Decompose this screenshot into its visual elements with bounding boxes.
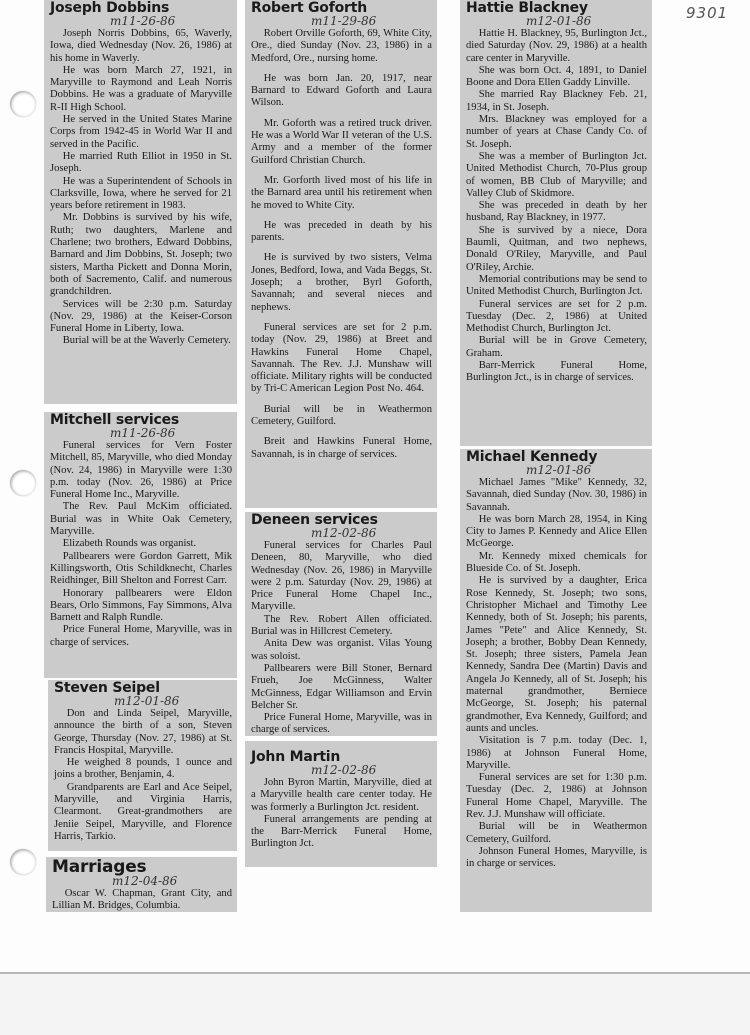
clipping-paragraph: He was preceded in death by his parents. bbox=[251, 219, 432, 244]
handwritten-date-note: m12-01-86 bbox=[526, 14, 592, 28]
clipping-paragraph: Breit and Hawkins Funeral Home, Savannah, is in charge of services. bbox=[251, 436, 432, 460]
clipping-paragraph: Elizabeth Rounds was organist. bbox=[62, 538, 197, 550]
clipping-headline: Mitchell services bbox=[50, 412, 180, 428]
clipping-paragraph: Hattie H. Blackney, 95, Burlington Jct., died Saturday (Nov. 29, 1986) at a health care center in Maryville. bbox=[466, 28, 647, 64]
clipping-headline: Steven Seipel bbox=[54, 680, 160, 696]
clipping-paragraph: Funeral services are set for 1:30 p.m. Tuesday (Dec. 2, 1986) at Johnson Funeral Home Chapel, Maryville. The Rev. J.J. Munshaw will officiate. bbox=[466, 772, 647, 821]
clipping-paragraph: She was born Oct. 4, 1891, to Daniel Boone and Dora Ellen Gaddy Linville. bbox=[466, 64, 647, 89]
handwritten-date-note: m12-01-86 bbox=[114, 694, 180, 708]
clipping-paragraph: He was born March 28, 1954, in King City to James P. Kennedy and Alice Ellen McGeorge. bbox=[466, 513, 647, 550]
clipping-paragraph: Funeral arrangements are pending at the Barr-Merrick Funeral Home, Burlington Jct. bbox=[251, 813, 432, 850]
clipping-paragraph: Funeral services for Vern Foster Mitchell, 85, Maryville, who died Monday (Nov. 24, 1986) in Maryville were 1:30 p.m. today (Nov. 26, 1986) at Price Funeral Home Inc., Maryville. bbox=[50, 440, 232, 501]
clipping-headline: John Martin bbox=[251, 749, 341, 765]
clipping-paragraph: Funeral services are set for 2 p.m. Tuesday (Dec. 2, 1986) at United Methodist Church, Burlington Jct. bbox=[466, 298, 647, 335]
clipping-paragraph: She is survived by a niece, Dora Baumli, Quitman, and two nephews, Donald O'Riley, Maryville, and Paul O'Riley, Archie. bbox=[466, 224, 647, 273]
clipping-paragraph: Memorial contributions may be send to United Methodist Church, Burlington Jct. bbox=[466, 273, 647, 298]
clipping-paragraph: He weighed 8 pounds, 1 ounce and joins a brother, Benjamin, 4. bbox=[54, 757, 232, 781]
clipping-paragraph: Honorary pallbearers were Eldon Bears, Orlo Simmons, Fay Simmons, Alva Barnett and Ralph Rundle. bbox=[50, 587, 232, 624]
clipping-paragraph: Oscar W. Chapman, Grant City, and Lillian M. Bridges, Columbia. bbox=[52, 888, 232, 912]
clipping-paragraph: Burial will be in Weathermon Cemetery, Guilford. bbox=[466, 821, 647, 845]
clipping-paragraph: She was preceded in death by her husband, Ray Blackney, in 1977. bbox=[466, 200, 647, 224]
clipping-paragraph: Robert Orville Goforth, 69, White City, Ore., died Sunday (Nov. 23, 1986) in a Medford, Ore., nursing home. bbox=[251, 28, 432, 64]
binder-hole-middle bbox=[10, 470, 36, 496]
clipping-paragraph: Price Funeral Home, Maryville, was in charge of services. bbox=[251, 712, 432, 736]
clipping-paragraph: John Byron Martin, Maryville, died at a Maryville health care center today. He was formerly a Burlington Jct. resident. bbox=[251, 777, 432, 813]
clipping-paragraph: He is survived by two sisters, Velma Jones, Bedford, Iowa, and Vada Beggs, St. Joseph; a brother, Byrl Goforth, Savannah; and several nieces and nephews. bbox=[251, 252, 432, 313]
clipping-paragraph: He is survived by a daughter, Erica Rose Kennedy, St. Joseph; two sons, Christopher Michael and Timothy Lee Kennedy, both of St. Joseph; his parents, James "Pete" and Alice Kennedy, St. Joseph; a brother, Bobby Dean Kennedy, St. Joseph; three sisters, Pamela Jean Kennedy, Sandra Dee (Martin) Davis and Angela Jo Kennedy, all of St. Joseph; his maternal grandmother, Berniece McGeorge, St. Joseph; his paternal grandmother, Eva Kennedy, Guilford; and aunts and uncles. bbox=[466, 575, 647, 734]
clipping-marriages bbox=[46, 857, 237, 912]
clipping-paragraph: Visitation is 7 p.m. today (Dec. 1, 1986) at Johnson Funeral Home, Maryville. bbox=[466, 735, 647, 771]
clipping-paragraph: Joseph Norris Dobbins, 65, Waverly, Iowa, died Wednesday (Nov. 26, 1986) at his home in Waverly. bbox=[50, 28, 232, 64]
page-number: 9301 bbox=[686, 4, 729, 22]
clipping-paragraph: Michael James "Mike" Kennedy, 32, Savannah, died Sunday (Nov. 30, 1986) in Savannah. bbox=[466, 477, 647, 513]
clipping-paragraph: Anita Dew was organist. Vilas Young was soloist. bbox=[251, 638, 432, 662]
clipping-headline: Deneen services bbox=[251, 512, 378, 528]
clipping-hattie-blackney bbox=[460, 0, 652, 446]
clipping-paragraph: He was a Superintendent of Schools in Clarksville, Iowa, where he served for 21 years before retirement in 1983. bbox=[50, 175, 232, 212]
clipping-michael-kennedy bbox=[460, 449, 652, 912]
clipping-paragraph: Pallbearers were Bill Stoner, Bernard Frueh, Joe McGinness, Walter McGinness, Edgar Williamson and Ervin Belcher Sr. bbox=[251, 662, 432, 711]
clipping-paragraph: Mr. Dobbins is survived by his wife, Ruth; two daughters, Marlene and Charlene; two brothers, Edward Dobbins, Barnard and Jim Dobbins, St. Joseph; two sisters, Martha Pickett and Donna Morin, both of Sacremento, Calif. and numerous grandchildren. bbox=[50, 212, 232, 298]
scanner-bottom-band bbox=[0, 972, 750, 1035]
clipping-paragraph: Price Funeral Home, Maryville, was in charge of services. bbox=[50, 624, 232, 648]
clipping-paragraph: Burial will be in Grove Cemetery, Graham. bbox=[466, 335, 647, 359]
clipping-paragraph: Barr-Merrick Funeral Home, Burlington Jct., is in charge of services. bbox=[466, 360, 647, 384]
clipping-headline: Robert Goforth bbox=[251, 0, 367, 16]
clipping-deneen-services bbox=[245, 512, 437, 736]
clipping-paragraph: Mr. Kennedy mixed chemicals for Blueside Co. of St. Joseph. bbox=[466, 550, 647, 575]
clipping-joseph-dobbins bbox=[44, 0, 237, 404]
clipping-paragraph: She married Ray Blackney Feb. 21, 1934, in St. Joseph. bbox=[466, 89, 647, 113]
clipping-paragraph: Don and Linda Seipel, Maryville, announce the birth of a son, Steven George, Thursday (Nov. 27, 1986) at St. Francis Hospital, Maryville. bbox=[54, 708, 232, 756]
clipping-headline: Hattie Blackney bbox=[466, 0, 588, 16]
clipping-paragraph: Burial will be in Weathermon Cemetery, Guilford. bbox=[251, 403, 432, 428]
handwritten-date-note: m11-26-86 bbox=[110, 426, 176, 440]
clipping-paragraph: Funeral services are set for 2 p.m. today (Nov. 29, 1986) at Breet and Hawkins Funeral Home Chapel, Savannah. The Rev. J.J. Munshaw will officiate. Military rights will be conducted by Tri-C American Legion Post No. 464. bbox=[251, 321, 432, 395]
binder-hole-bottom bbox=[10, 849, 36, 875]
clipping-paragraph: Mr. Goforth was a retired truck driver. He was a World War II veteran of the U.S. Army and a member of the former Guilford Christian Church. bbox=[251, 117, 432, 166]
clipping-paragraph: Grandparents are Earl and Ace Seipel, Maryville, and Virginia Harris, Clearmont. Great-grandmothers are Jeniie Seipel, Maryville, and Florence Harris, Tarkio. bbox=[54, 781, 232, 842]
handwritten-date-note: m12-02-86 bbox=[311, 763, 377, 777]
handwritten-date-note: m11-26-86 bbox=[110, 14, 176, 28]
clipping-paragraph: The Rev. Paul McKim officiated. Burial was in White Oak Cemetery, Maryville. bbox=[50, 501, 232, 538]
clipping-paragraph: Services will be 2:30 p.m. Saturday (Nov. 29, 1986) at the Keiser-Corson Funeral Home in Liberty, Iowa. bbox=[50, 298, 232, 335]
binder-hole-top bbox=[10, 91, 36, 117]
clipping-paragraph: He married Ruth Elliot in 1950 in St. Joseph. bbox=[50, 150, 232, 175]
handwritten-date-note: m11-29-86 bbox=[311, 14, 377, 28]
clipping-paragraph: He was born March 27, 1921, in Maryville to Raymond and Leah Norris Dobbins. He was a graduate of Maryville R-II High School. bbox=[50, 64, 232, 113]
handwritten-date-note: m12-04-86 bbox=[112, 874, 178, 888]
clipping-steven-seipel bbox=[48, 680, 237, 851]
clipping-headline: Marriages bbox=[52, 857, 147, 877]
handwritten-date-note: m12-01-86 bbox=[526, 463, 592, 477]
clipping-paragraph: She was a member of Burlington Jct. United Methodist Church, 70-Plus group of women, BB Club of Maryville; and Valley Club of Skidmore. bbox=[466, 150, 647, 199]
clipping-paragraph: Johnson Funeral Homes, Maryville, is in charge or services. bbox=[466, 845, 647, 870]
clipping-paragraph: Pallbearers were Gordon Garrett, Mik Killingsworth, Otis Schildknecht, Charles Reidhinger, Bill Shelton and Forrest Carr. bbox=[50, 550, 232, 587]
handwritten-date-note: m12-02-86 bbox=[311, 526, 377, 540]
clipping-paragraph: He was born Jan. 20, 1917, near Barnard to Edward Goforth and Laura Wilson. bbox=[251, 72, 432, 109]
clipping-paragraph: The Rev. Robert Allen officiated. Burial was in Hillcrest Cemetery. bbox=[251, 613, 432, 638]
clipping-headline: Michael Kennedy bbox=[466, 449, 598, 465]
clipping-paragraph: He served in the United States Marine Corps from 1942-45 in World War II and served in the Pacific. bbox=[50, 114, 232, 150]
clipping-paragraph: Mr. Gorforth lived most of his life in the Barnard area until his retirement when he moved to White City. bbox=[251, 174, 432, 211]
clipping-mitchell-services bbox=[44, 412, 237, 678]
clipping-robert-goforth bbox=[245, 0, 437, 508]
clipping-paragraph: Mrs. Blackney was employed for a number of years at Chase Candy Co. of St. Joseph. bbox=[466, 114, 647, 150]
clipping-headline: Joseph Dobbins bbox=[50, 0, 170, 16]
clipping-paragraph: Burial will be at the Waverly Cemetery. bbox=[62, 335, 231, 347]
clipping-paragraph: Funeral services for Charles Paul Deneen, 80, Maryville, who died Wednesday (Nov. 26, 1986) in Maryville were 2 p.m. Saturday (Nov. 29, 1986) at Price Funeral Home Chapel Inc., Maryville. bbox=[251, 540, 432, 613]
clipping-john-martin bbox=[245, 741, 437, 867]
